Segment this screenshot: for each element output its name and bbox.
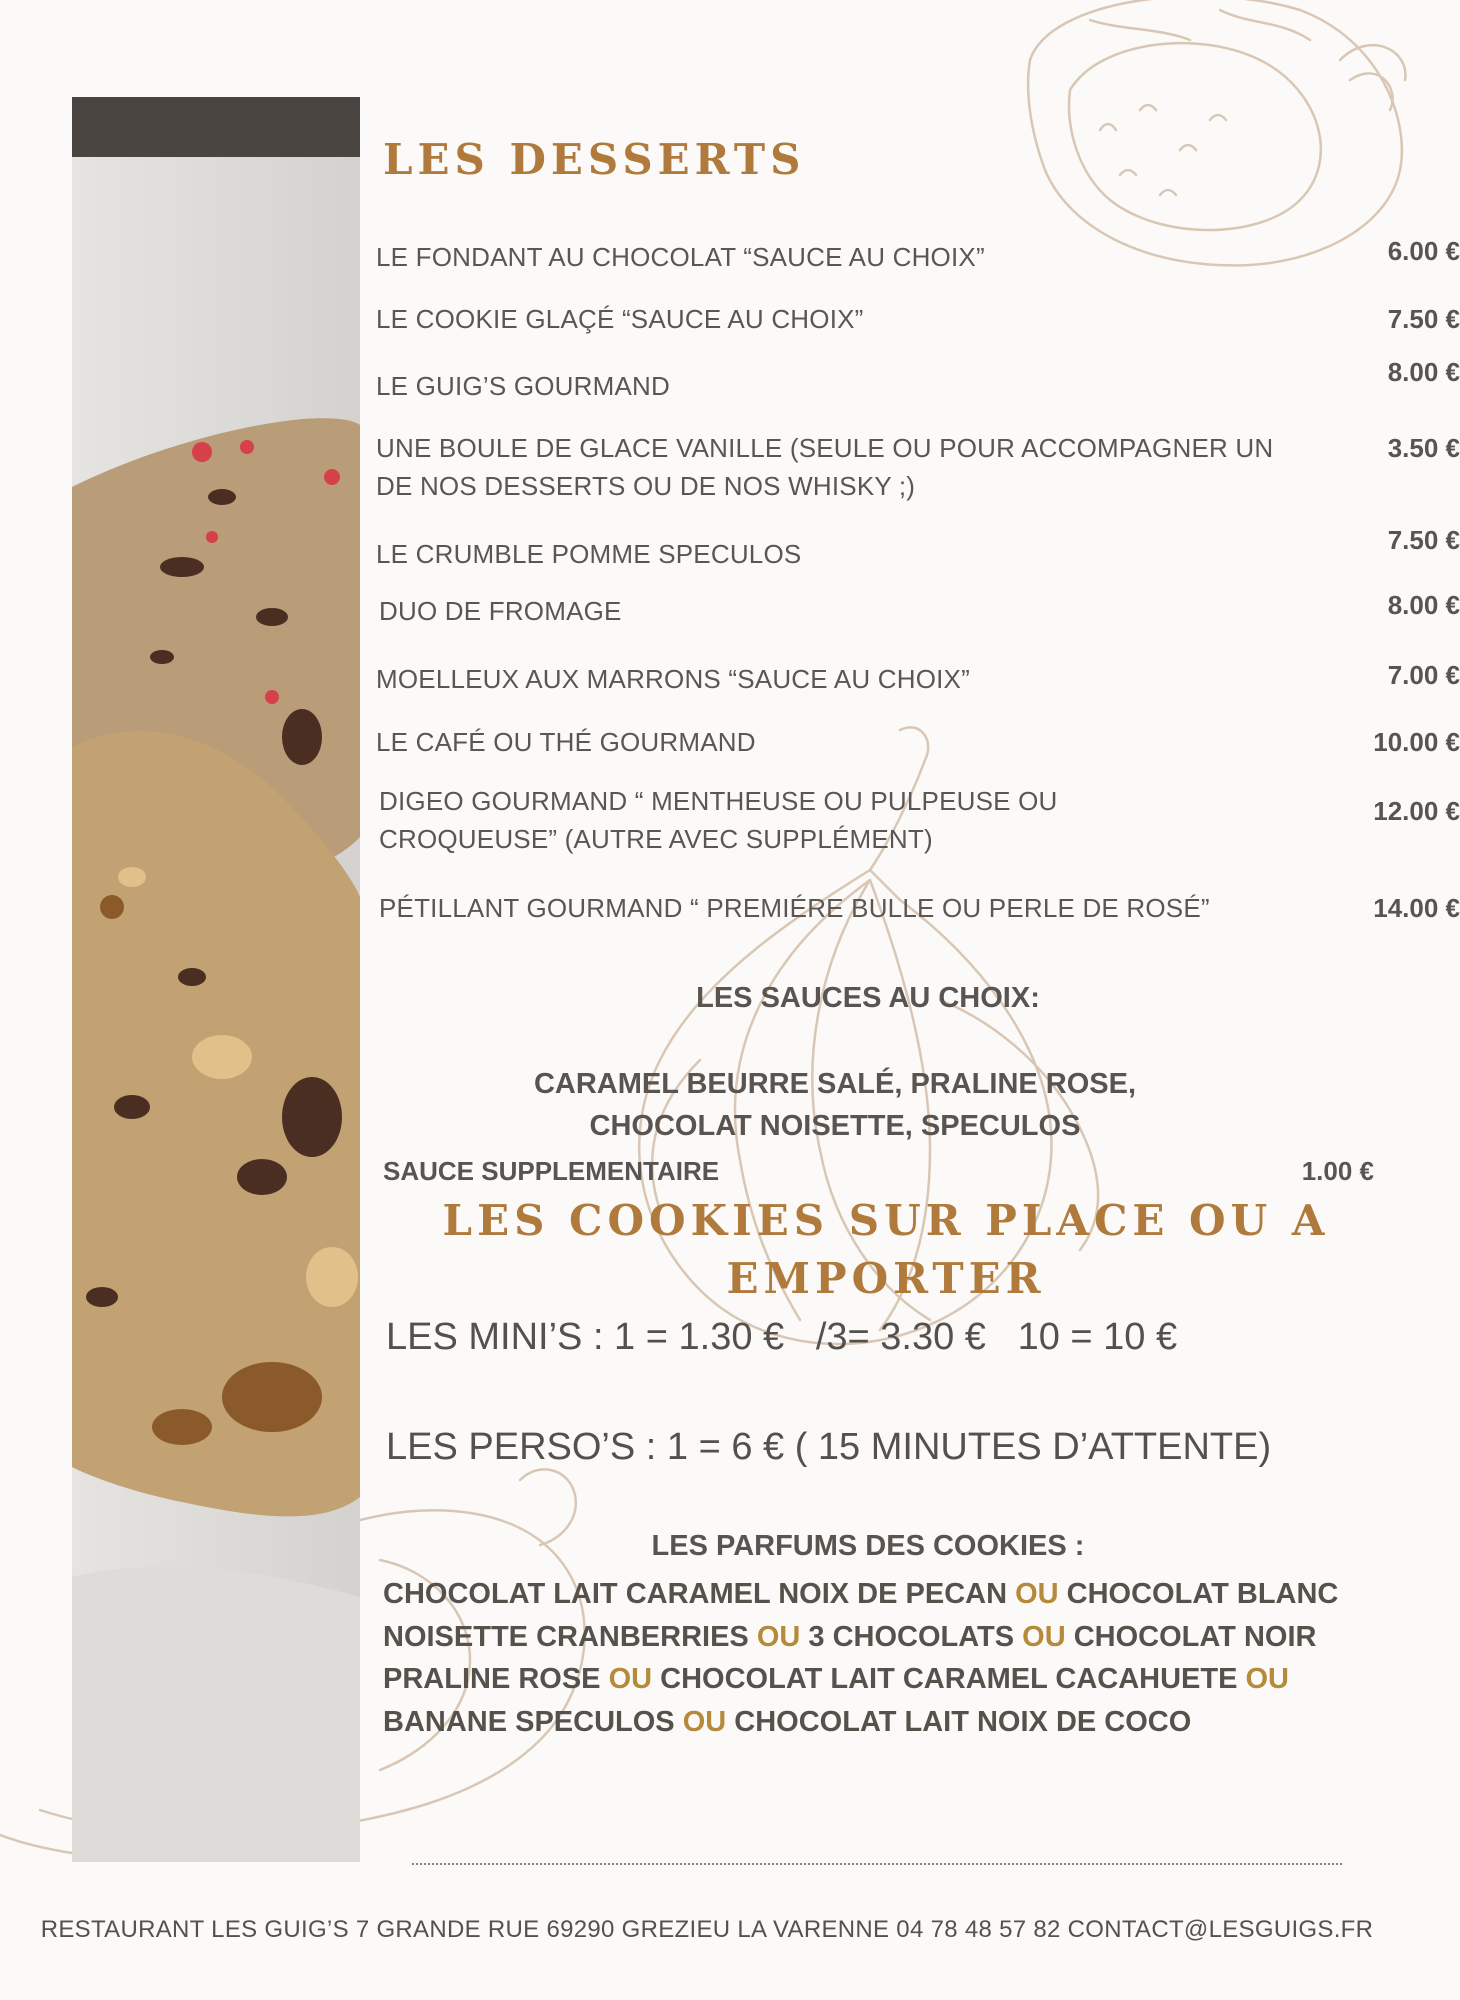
- flavour: CHOCOLAT LAIT NOIX DE COCO: [734, 1705, 1192, 1738]
- parfums-list: [383, 1573, 1343, 1743]
- item-name: DIGEO GOURMAND “ MENTHEUSE OU PULPEUSE OU: [379, 786, 1058, 816]
- cookies-title-line-1: LES COOKIES SUR PLACE OU A: [442, 1196, 1330, 1245]
- sauces-title: LES SAUCES AU CHOIX:: [696, 982, 1040, 1014]
- item-name-line2: DE NOS DESSERTS OU DE NOS WHISKY ;): [376, 471, 916, 501]
- menu-item: [379, 590, 1460, 630]
- item-price: 8.00 €: [1387, 590, 1460, 620]
- cookie-photo: [72, 97, 360, 1862]
- parfums-title: LES PARFUMS DES COOKIES :: [651, 1530, 1085, 1562]
- menu-item: [379, 889, 1460, 927]
- menu-item: [376, 525, 1460, 573]
- flavour-separator: OU: [1245, 1663, 1289, 1695]
- divider: [412, 1863, 1342, 1865]
- flavour-separator: OU: [608, 1663, 653, 1695]
- menu-item: [376, 300, 1460, 338]
- flavour: CHOCOLAT NOIR PRALINE ROSE: [383, 1620, 1317, 1695]
- sauce-extra-price: 1.00 €: [1301, 1156, 1374, 1186]
- menu-item: [376, 357, 1460, 405]
- sauces-line-2: CHOCOLAT NOISETTE, SPECULOS: [589, 1110, 1081, 1142]
- cookies-minis-price: LES MINI’S : 1 = 1.30 € /3= 3.30 € 10 = 10 €: [386, 1316, 1178, 1358]
- footer-address: RESTAURANT LES GUIG’S 7 GRANDE RUE 69290 GREZIEU LA VARENNE 04 78 48 57 82 CONTACT@LESGUIGS.FR: [40, 1916, 1374, 1943]
- flavour-separator: OU: [756, 1620, 801, 1653]
- item-name: PÉTILLANT GOURMAND “ PREMIÉRE BULLE OU PERLE DE ROSÉ”: [379, 893, 1210, 923]
- item-price: 7.50 €: [1387, 525, 1460, 555]
- item-price: 7.00 €: [1387, 660, 1460, 690]
- menu-item: [376, 723, 1460, 761]
- tomato-illustration-icon: [1028, 0, 1405, 265]
- cookies-persos-price: LES PERSO’S : 1 = 6 € ( 15 MINUTES D’ATTENTE): [386, 1426, 1272, 1468]
- menu-item: [379, 782, 1460, 858]
- desserts-title: LES DESSERTS: [383, 135, 806, 184]
- item-name: DUO DE FROMAGE: [379, 596, 622, 626]
- flavour-separator: OU: [682, 1705, 727, 1738]
- flavour: 3 CHOCOLATS: [808, 1620, 1015, 1653]
- cookies-title-line-2: EMPORTER: [726, 1254, 1046, 1303]
- item-price: 6.00 €: [1387, 236, 1460, 266]
- item-name-line2: CROQUEUSE” (AUTRE AVEC SUPPLÉMENT): [379, 824, 933, 854]
- item-price: 8.00 €: [1387, 357, 1460, 387]
- flavour: BANANE SPECULOS: [383, 1705, 675, 1738]
- flavour-separator: OU: [1015, 1578, 1059, 1610]
- item-name: MOELLEUX AUX MARRONS “SAUCE AU CHOIX”: [376, 664, 970, 694]
- item-name: LE COOKIE GLAÇÉ “SAUCE AU CHOIX”: [376, 304, 864, 334]
- item-price: 3.50 €: [1387, 433, 1460, 463]
- item-price: 12.00 €: [1373, 796, 1460, 826]
- item-name: UNE BOULE DE GLACE VANILLE (SEULE OU POUR ACCOMPAGNER UN: [376, 433, 1274, 463]
- sauce-extra-label: SAUCE SUPPLEMENTAIRE: [383, 1156, 720, 1186]
- item-name: LE FONDANT AU CHOCOLAT “SAUCE AU CHOIX”: [376, 242, 985, 272]
- menu-item: [376, 236, 1460, 276]
- item-name: LE CAFÉ OU THÉ GOURMAND: [376, 727, 756, 757]
- item-price: 14.00 €: [1373, 893, 1460, 923]
- item-name: LE GUIG’S GOURMAND: [376, 371, 670, 401]
- flavour-separator: OU: [1022, 1620, 1066, 1653]
- item-price: 10.00 €: [1373, 727, 1460, 757]
- sauces-line-1: CARAMEL BEURRE SALÉ, PRALINE ROSE,: [533, 1068, 1137, 1100]
- item-price: 7.50 €: [1387, 304, 1460, 334]
- flavour: CHOCOLAT LAIT CARAMEL NOIX DE PECAN: [383, 1578, 1008, 1610]
- cookies-title: [430, 1192, 1342, 1308]
- item-name: LE CRUMBLE POMME SPECULOS: [376, 539, 802, 569]
- menu-item: [376, 429, 1460, 505]
- flavour: CHOCOLAT BLANC NOISETTE CRANBERRIES: [383, 1578, 1339, 1653]
- menu-item: [376, 660, 1460, 698]
- flavour: CHOCOLAT LAIT CARAMEL CACAHUETE: [660, 1663, 1238, 1695]
